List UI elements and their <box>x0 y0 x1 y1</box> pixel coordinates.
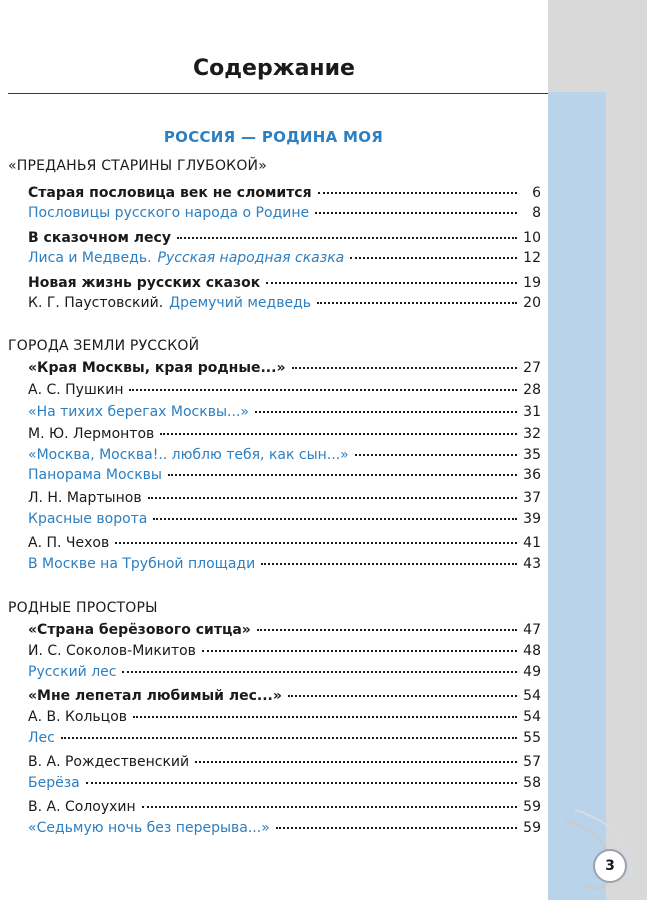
toc-entry[interactable] <box>28 404 541 424</box>
entry-page: 27 <box>523 360 541 376</box>
entry-page: 28 <box>523 382 541 398</box>
toc-entry[interactable] <box>28 295 541 315</box>
toc-entry[interactable] <box>28 775 541 795</box>
toc-entry[interactable] <box>28 799 541 819</box>
entry-label: А. С. Пушкин <box>28 382 124 398</box>
page-title: Содержание <box>193 56 355 81</box>
toc-entry[interactable] <box>28 205 541 225</box>
page-number: 3 <box>593 849 627 883</box>
entry-page: 54 <box>523 688 541 704</box>
toc-entry[interactable] <box>28 250 541 270</box>
leader-dots <box>350 256 517 259</box>
leader-dots <box>61 736 517 739</box>
entry-page: 12 <box>523 250 541 266</box>
entry-label: Пословицы русского народа о Родине <box>28 205 310 221</box>
leader-dots <box>86 781 517 784</box>
entry-subtitle: Русская народная сказка <box>157 250 345 266</box>
toc-entry[interactable] <box>28 556 541 576</box>
leader-dots <box>261 562 517 565</box>
entry-label: «Мне лепетал любимый лес...» <box>28 688 282 704</box>
part-heading: РОССИЯ — РОДИНА МОЯ <box>163 128 384 146</box>
entry-page: 43 <box>523 556 541 572</box>
entry-label: А. В. Кольцов <box>28 709 128 725</box>
leader-dots <box>195 760 517 763</box>
entry-label: «Страна берёзового ситца» <box>28 622 251 638</box>
toc-entry[interactable] <box>28 643 541 663</box>
entry-label: Лиса и Медведь. <box>28 250 152 266</box>
entry-label: Панорама Москвы <box>28 467 162 483</box>
toc-entry[interactable] <box>28 664 541 684</box>
entry-page: 31 <box>523 404 541 420</box>
toc-entry[interactable] <box>28 511 541 531</box>
side-blue-strip <box>548 92 606 900</box>
entry-label: В. А. Солоухин <box>28 799 136 815</box>
entry-label: В сказочном лесу <box>28 230 171 246</box>
entry-label: «Края Москвы, края родные...» <box>28 360 286 376</box>
toc-entry[interactable] <box>28 447 541 467</box>
toc-entry[interactable] <box>28 426 541 446</box>
leader-dots <box>257 628 517 631</box>
leader-dots <box>317 301 517 304</box>
entry-label: «Москва, Москва!.. люблю тебя, как сын...» <box>28 447 349 463</box>
entry-subtitle: Дремучий медведь <box>169 295 311 311</box>
decorative-swirl-icon <box>555 800 645 895</box>
leader-dots <box>160 432 517 435</box>
leader-dots <box>266 281 517 284</box>
entry-label: Берёза <box>28 775 80 791</box>
toc-entry[interactable] <box>28 820 541 840</box>
toc-entry[interactable] <box>28 754 541 774</box>
leader-dots <box>202 649 517 652</box>
entry-page: 37 <box>523 490 541 506</box>
entry-page: 6 <box>532 185 541 201</box>
title-divider <box>8 93 548 94</box>
toc-entry[interactable] <box>28 275 541 295</box>
leader-dots <box>115 541 517 544</box>
entry-page: 55 <box>523 730 541 746</box>
toc-entry[interactable] <box>28 730 541 750</box>
entry-page: 57 <box>523 754 541 770</box>
leader-dots <box>133 715 517 718</box>
leader-dots <box>288 694 517 697</box>
entry-page: 58 <box>523 775 541 791</box>
toc-entry[interactable] <box>28 688 541 708</box>
section-heading: ГОРОДА ЗЕМЛИ РУССКОЙ <box>8 338 200 354</box>
leader-dots <box>129 388 517 391</box>
entry-page: 59 <box>523 820 541 836</box>
entry-page: 20 <box>523 295 541 311</box>
entry-page: 8 <box>532 205 541 221</box>
toc-entry[interactable] <box>28 360 541 380</box>
leader-dots <box>355 453 517 456</box>
entry-page: 54 <box>523 709 541 725</box>
entry-page: 41 <box>523 535 541 551</box>
entry-label: М. Ю. Лермонтов <box>28 426 155 442</box>
entry-page: 19 <box>523 275 541 291</box>
entry-page: 39 <box>523 511 541 527</box>
entry-label: К. Г. Паустовский. <box>28 295 164 311</box>
entry-label: А. П. Чехов <box>28 535 110 551</box>
entry-page: 47 <box>523 622 541 638</box>
leader-dots <box>153 517 517 520</box>
entry-label: Красные ворота <box>28 511 148 527</box>
toc-entry[interactable] <box>28 709 541 729</box>
leader-dots <box>255 410 517 413</box>
entry-page: 35 <box>523 447 541 463</box>
leader-dots <box>168 473 517 476</box>
entry-page: 10 <box>523 230 541 246</box>
leader-dots <box>318 191 517 194</box>
toc-entry[interactable] <box>28 535 541 555</box>
entry-label: В Москве на Трубной площади <box>28 556 256 572</box>
section-heading: РОДНЫЕ ПРОСТОРЫ <box>8 600 158 616</box>
entry-label: Л. Н. Мартынов <box>28 490 142 506</box>
entry-label: Новая жизнь русских сказок <box>28 275 261 291</box>
leader-dots <box>142 805 517 808</box>
section-heading: «ПРЕДАНЬЯ СТАРИНЫ ГЛУБОКОЙ» <box>8 158 267 174</box>
entry-page: 48 <box>523 643 541 659</box>
toc-entry[interactable] <box>28 622 541 642</box>
leader-dots <box>122 670 517 673</box>
toc-entry[interactable] <box>28 382 541 402</box>
entry-label: В. А. Рождественский <box>28 754 190 770</box>
entry-label: Русский лес <box>28 664 117 680</box>
entry-label: «Седьмую ночь без перерыва...» <box>28 820 270 836</box>
leader-dots <box>292 366 518 369</box>
entry-page: 36 <box>523 467 541 483</box>
toc-entry[interactable] <box>28 230 541 250</box>
entry-page: 49 <box>523 664 541 680</box>
toc-entry[interactable] <box>28 467 541 487</box>
entry-label: И. С. Соколов-Микитов <box>28 643 196 659</box>
leader-dots <box>177 236 517 239</box>
entry-label: Лес <box>28 730 55 746</box>
leader-dots <box>315 211 517 214</box>
leader-dots <box>148 496 517 499</box>
entry-page: 32 <box>523 426 541 442</box>
entry-page: 59 <box>523 799 541 815</box>
leader-dots <box>276 826 517 829</box>
header-area <box>0 0 548 100</box>
toc-entry[interactable] <box>28 490 541 510</box>
entry-label: Старая пословица век не сломится <box>28 185 312 201</box>
entry-label: «На тихих берегах Москвы...» <box>28 404 249 420</box>
toc-entry[interactable] <box>28 185 541 205</box>
